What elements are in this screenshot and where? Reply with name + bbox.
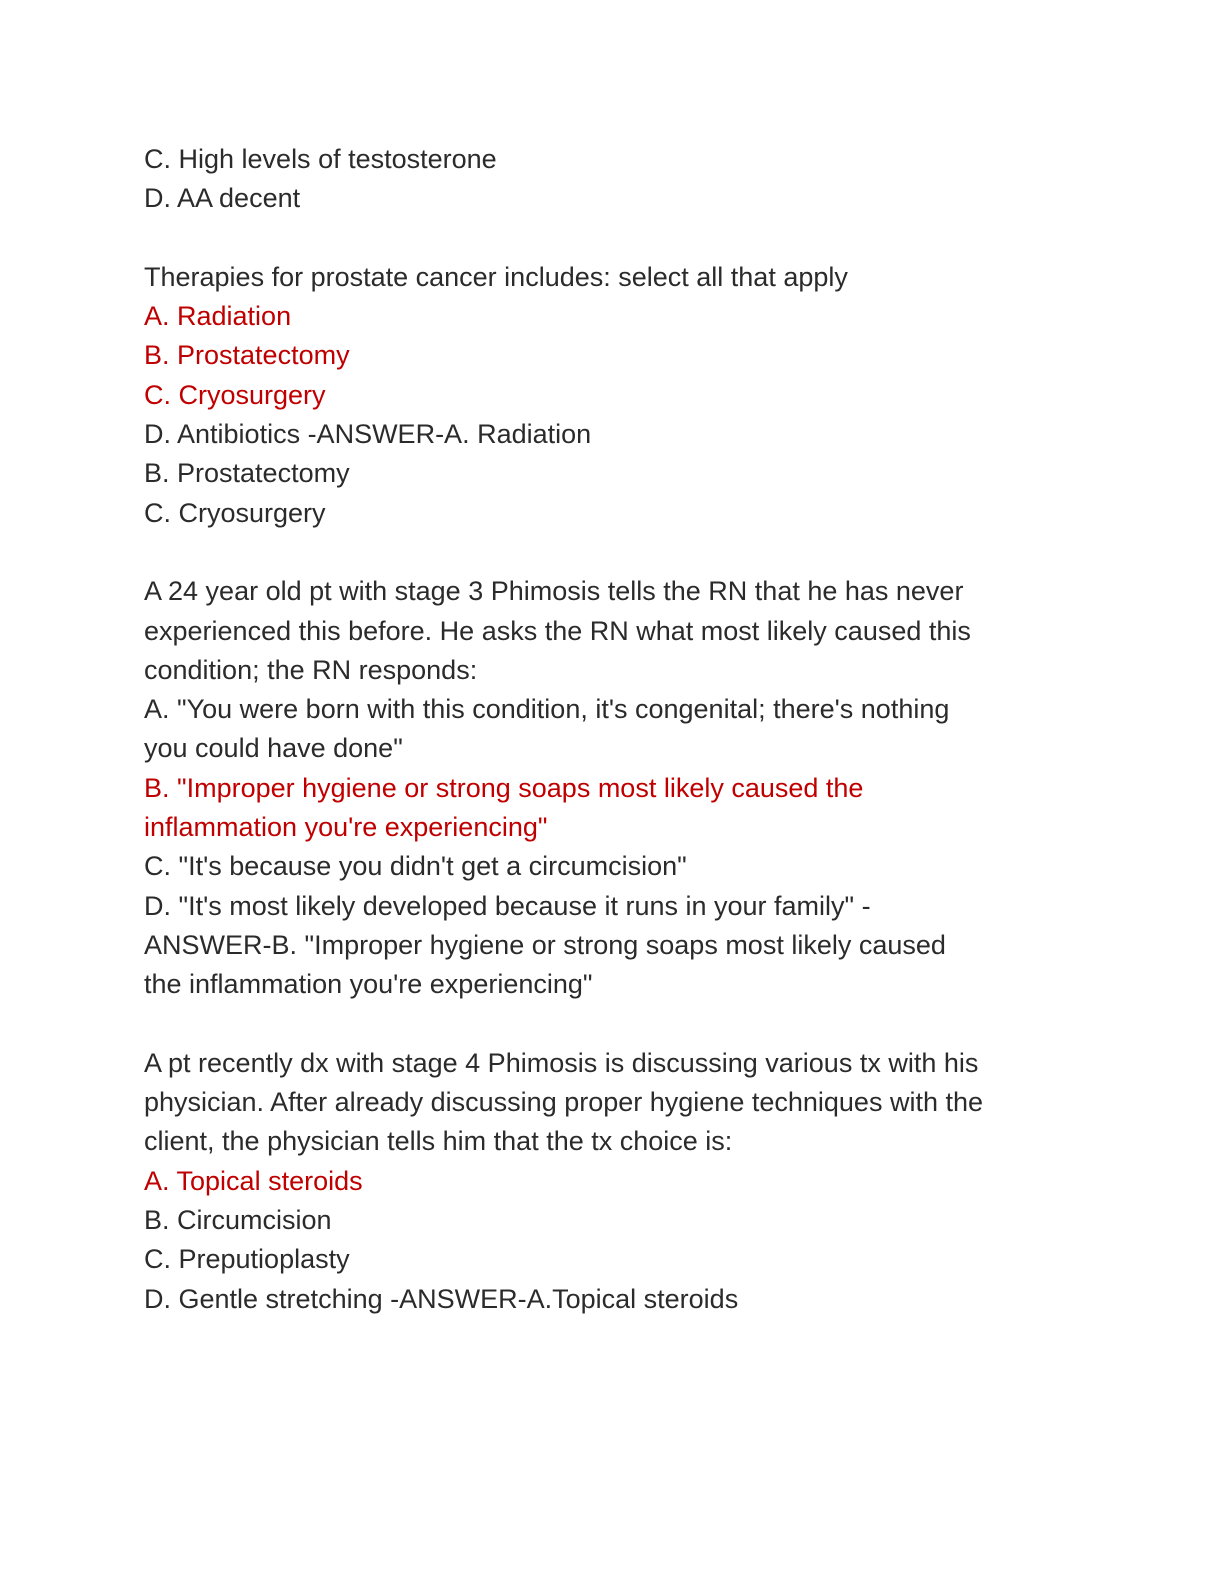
option-line: B. Circumcision [144,1205,332,1236]
option-line: D. AA decent [144,183,301,214]
question-text: experienced this before. He asks the RN what most likely caused this [144,615,971,646]
highlighted-option: C. Cryosurgery [144,379,326,410]
question-text: A pt recently dx with stage 4 Phimosis is discussing various tx with his [144,1047,979,1078]
option-line: C. High levels of testosterone [144,144,497,174]
answer-line: the inflammation you're experiencing" [144,969,593,1000]
option-line: C. Preputioplasty [144,1244,350,1275]
question-text: client, the physician tells him that the tx choice is: [144,1126,733,1157]
option-line: A. "You were born with this condition, it's congenital; there's nothing [144,694,950,725]
answer-line: B. Prostatectomy [144,458,350,489]
document-page [144,140,1084,1319]
option-line: C. "It's because you didn't get a circumcision" [144,851,687,882]
question-text: physician. After already discussing proper hygiene techniques with the [144,1087,983,1118]
question-block-phimosis-treatment [144,1044,1084,1319]
answer-line: C. Cryosurgery [144,497,326,528]
highlighted-option: B. "Improper hygiene or strong soaps most likely caused the [144,772,864,803]
option-line: you could have done" [144,733,403,764]
highlighted-option: B. Prostatectomy [144,340,350,371]
highlighted-option: A. Radiation [144,301,292,332]
highlighted-option: inflammation you're experiencing" [144,812,548,843]
option-with-answer: D. Antibiotics -ANSWER-A. Radiation [144,419,592,450]
question-text: A 24 year old pt with stage 3 Phimosis tells the RN that he has never [144,576,964,607]
answer-line: ANSWER-B. "Improper hygiene or strong soaps most likely caused [144,929,946,960]
question-text: Therapies for prostate cancer includes: select all that apply [144,261,848,292]
question-text: condition; the RN responds: [144,654,478,685]
question-block-continuation [144,140,1084,219]
option-with-answer: D. "It's most likely developed because it runs in your family" - [144,890,871,921]
option-with-answer: D. Gentle stretching -ANSWER-A.Topical steroids [144,1283,739,1314]
question-block-prostate-therapies [144,258,1084,533]
question-block-phimosis-cause [144,572,1084,1004]
highlighted-option: A. Topical steroids [144,1165,363,1196]
